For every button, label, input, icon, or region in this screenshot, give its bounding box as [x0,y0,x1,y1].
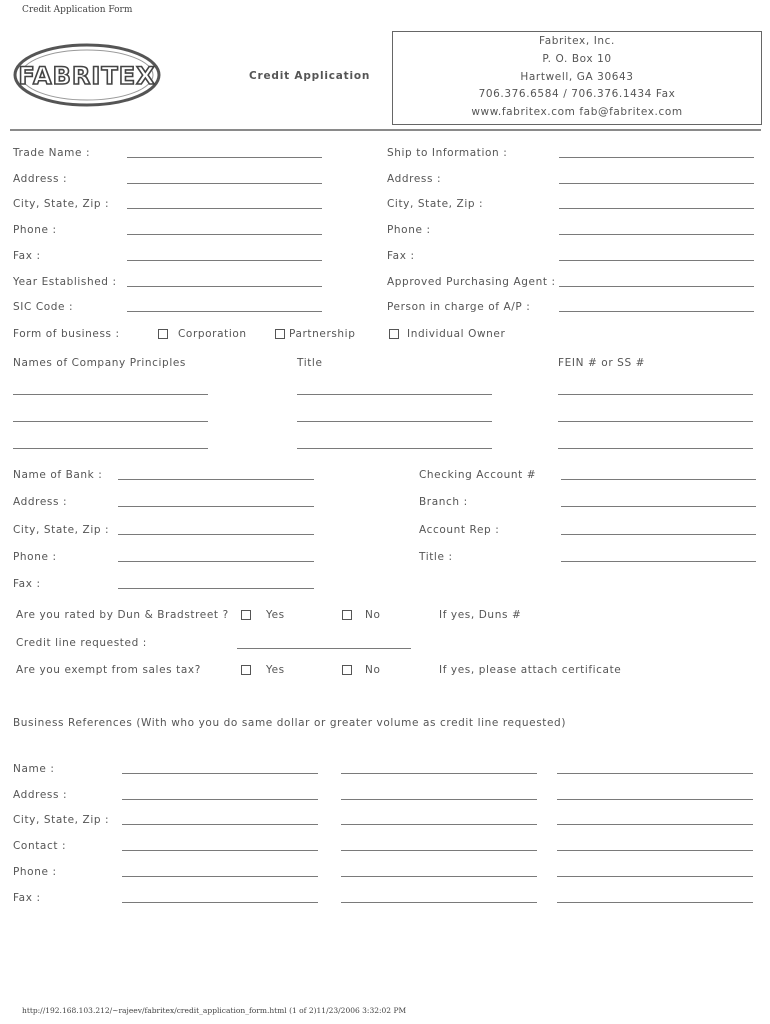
applicant-field-input[interactable] [127,208,322,209]
header-divider [10,129,761,131]
reference-2-input[interactable] [341,876,537,877]
reference-2-input[interactable] [341,850,537,851]
applicant-field-label: Trade Name : [13,147,91,159]
credit-line-label: Credit line requested : [16,637,147,649]
bank-account-field-label: Account Rep : [419,523,500,536]
reference-3-input[interactable] [557,773,753,774]
shipping-field-label: Person in charge of A/P : [387,301,531,314]
bank-account-field-input[interactable] [561,479,756,480]
shipping-field-input[interactable] [559,286,754,287]
applicant-field-input[interactable] [127,286,322,287]
principal-title-input[interactable] [297,394,492,395]
tax-no-checkbox[interactable] [342,665,352,675]
applicant-field-input[interactable] [127,157,322,158]
reference-1-input[interactable] [122,799,318,800]
reference-3-input[interactable] [557,876,753,877]
principal-title-input[interactable] [297,421,492,422]
reference-2-input[interactable] [341,799,537,800]
applicant-field-input[interactable] [127,311,322,312]
shipping-field-label: Fax : [387,249,415,262]
reference-3-input[interactable] [557,824,753,825]
company-web-email: www.fabritex.com fab@fabritex.com [471,106,683,119]
shipping-field-label: City, State, Zip : [387,198,484,211]
reference-field-label: Name : [13,763,55,775]
bank-field-label: Fax : [13,578,41,591]
references-heading: Business References (With who you do same dollar or greater volume as credit line requested) [13,717,567,729]
duns-number-label: If yes, Duns # [439,609,522,621]
shipping-field-label: Address : [387,172,442,185]
reference-field-label: Address : [13,788,68,801]
bank-field-input[interactable] [118,534,314,535]
reference-1-input[interactable] [122,902,318,903]
reference-2-input[interactable] [341,773,537,774]
shipping-field-label: Phone : [387,224,431,237]
bank-field-label: Name of Bank : [13,469,103,481]
principal-name-input[interactable] [13,448,208,449]
individual-owner-label: Individual Owner [407,328,506,340]
principal-name-input[interactable] [13,394,208,395]
bank-account-field-label: Title : [419,550,453,563]
shipping-field-label: Approved Purchasing Agent : [387,275,556,288]
bank-account-field-input[interactable] [561,534,756,535]
bank-field-label: City, State, Zip : [13,523,110,536]
reference-2-input[interactable] [341,902,537,903]
form-of-business-label: Form of business : [13,328,120,340]
tax-certificate-note: If yes, please attach certificate [439,664,622,676]
principal-fein-input[interactable] [558,394,753,395]
shipping-field-input[interactable] [559,208,754,209]
tax-no-label: No [365,664,381,676]
applicant-field-input[interactable] [127,234,322,235]
applicant-field-label: Address : [13,172,68,185]
shipping-field-input[interactable] [559,311,754,312]
tax-yes-label: Yes [266,664,285,676]
bank-account-field-label: Checking Account # [419,469,537,481]
principal-title-input[interactable] [297,448,492,449]
applicant-field-input[interactable] [127,260,322,261]
bank-account-field-input[interactable] [561,561,756,562]
page-title: Credit Application Form [22,5,133,15]
reference-3-input[interactable] [557,902,753,903]
company-city: Hartwell, GA 30643 [520,70,634,83]
reference-3-input[interactable] [557,850,753,851]
reference-field-label: City, State, Zip : [13,814,110,827]
dun-no-checkbox[interactable] [342,610,352,620]
reference-3-input[interactable] [557,799,753,800]
shipping-field-input[interactable] [559,260,754,261]
principal-fein-input[interactable] [558,448,753,449]
tax-yes-checkbox[interactable] [241,665,251,675]
dun-question: Are you rated by Dun & Bradstreet ? [16,609,229,621]
applicant-field-input[interactable] [127,183,322,184]
fabritex-logo [12,42,162,108]
dun-yes-checkbox[interactable] [241,610,251,620]
bank-field-input[interactable] [118,506,314,507]
reference-field-label: Fax : [13,891,41,904]
shipping-field-label: Ship to Information : [387,147,508,159]
company-phone-fax: 706.376.6584 / 706.376.1434 Fax [478,88,676,101]
shipping-field-input[interactable] [559,234,754,235]
principals-title-header: Title [297,357,323,369]
bank-field-input[interactable] [118,561,314,562]
applicant-field-label: Phone : [13,224,57,237]
applicant-field-label: SIC Code : [13,301,74,314]
reference-1-input[interactable] [122,850,318,851]
principals-header: Names of Company Principles [13,357,186,369]
partnership-checkbox[interactable] [275,329,285,339]
applicant-field-label: Fax : [13,249,41,262]
partnership-label: Partnership [289,328,356,340]
company-info-box [392,31,762,125]
principals-fein-header: FEIN # or SS # [558,357,646,369]
logo-text: FABRITEX [18,62,156,90]
bank-account-field-input[interactable] [561,506,756,507]
company-po-box: P. O. Box 10 [542,52,612,65]
shipping-field-input[interactable] [559,157,754,158]
bank-field-label: Address : [13,496,68,509]
applicant-field-label: City, State, Zip : [13,198,110,211]
corporation-label: Corporation [178,328,247,340]
reference-1-input[interactable] [122,876,318,877]
dun-yes-label: Yes [266,609,285,621]
footer-url: http://192.168.103.212/~rajeev/fabritex/credit_application_form.html (1 of 2)11/23/2006 3:32:02 PM [22,1006,407,1015]
form-heading: Credit Application [249,70,371,82]
bank-field-label: Phone : [13,550,57,563]
dun-no-label: No [365,609,381,621]
applicant-field-label: Year Established : [13,275,117,288]
reference-field-label: Phone : [13,865,57,878]
bank-field-input[interactable] [118,588,314,589]
reference-1-input[interactable] [122,773,318,774]
company-name: Fabritex, Inc. [539,35,615,47]
reference-1-input[interactable] [122,824,318,825]
corporation-checkbox[interactable] [158,329,168,339]
credit-line-field[interactable] [237,648,411,649]
shipping-field-input[interactable] [559,183,754,184]
principal-name-input[interactable] [13,421,208,422]
bank-field-input[interactable] [118,479,314,480]
individual-owner-checkbox[interactable] [389,329,399,339]
reference-2-input[interactable] [341,824,537,825]
principal-fein-input[interactable] [558,421,753,422]
reference-field-label: Contact : [13,840,67,853]
bank-account-field-label: Branch : [419,496,468,509]
tax-question: Are you exempt from sales tax? [16,664,201,676]
